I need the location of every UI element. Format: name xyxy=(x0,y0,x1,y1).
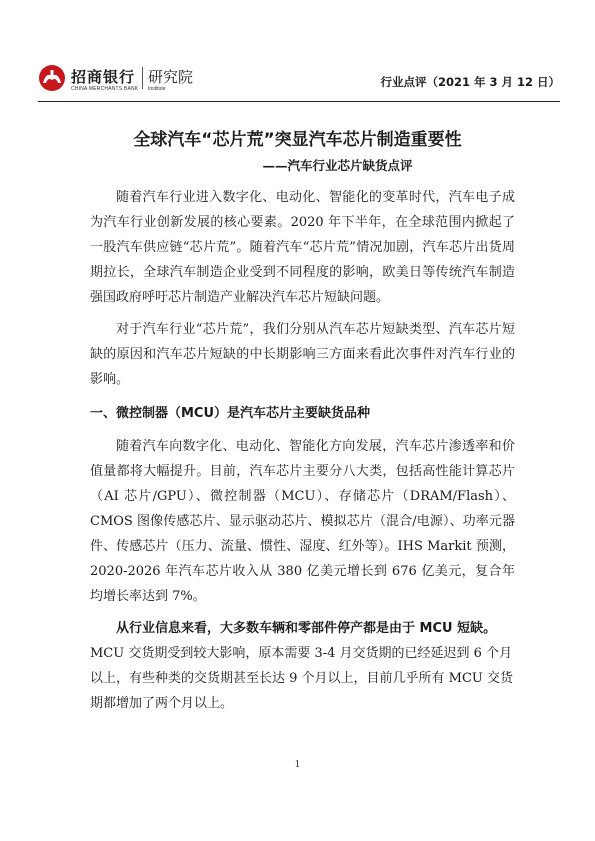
paragraph-overview: 对于汽车行业“芯片荒”，我们分别从汽车芯片短缺类型、汽车芯片短缺的原因和汽车芯片短缺的中长期影响三方面来看此次事件对汽车行业的影响。 xyxy=(90,322,515,387)
paragraph-intro: 随着汽车行业进入数字化、电动化、智能化的变革时代，汽车电子成为汽车行业创新发展的核心要素。2020 年下半年，在全球范围内掀起了一股汽车供应链“芯片荒”。随着汽车“芯片荒”情况加剧，汽车芯片出货周期拉长，全球汽车制造企业受到不同程度的影响，欧美日等传统汽车制造强国政府呼吁芯片制造产业解决汽车芯片短缺问题。 xyxy=(90,190,515,305)
brand-name-en: CHINA MERCHANTS BANK xyxy=(71,86,139,92)
section-heading-1: 一、微控制器（MCU）是汽车芯片主要缺货品种 xyxy=(90,406,371,421)
subtitle-text: ——汽车行业芯片缺货点评 xyxy=(262,158,413,173)
cmb-logo-icon xyxy=(38,64,66,92)
brand-name: 招商银行 xyxy=(71,68,136,86)
header-rule xyxy=(38,101,560,102)
page-number: 1 xyxy=(294,760,301,770)
report-type-date: 行业点评（2021 年 3 月 12 日） xyxy=(380,75,560,89)
header-divider xyxy=(142,67,143,89)
page-header xyxy=(38,58,560,98)
paragraph-mcu-lead-time: MCU 交货期受到较大影响，原本需要 3-4 月交货期的已经延迟到 6 个月以上，有些种类的交货期甚至长达 9 个月以上，目前几乎所有 MCU 交货期都增加了两个月以上。 xyxy=(90,646,514,711)
paragraph-mcu-shortage-lead: 从行业信息来看，大多数车辆和零部件停产都是由于 MCU 短缺。 xyxy=(116,621,497,636)
document-title: 全球汽车“芯片荒”突显汽车芯片制造重要性 xyxy=(133,130,462,150)
paragraph-chip-categories: 随着汽车向数字化、电动化、智能化方向发展，汽车芯片渗透率和价值量都将大幅提升。目前，汽车芯片主要分八大类，包括高性能计算芯片（AI 芯片/GPU）、微控制器（MCU）、存储芯片（DRAM/Flash）、CMOS 图像传感芯片、显示驱动芯片、模拟芯片（混合/电源）、功率元器件、传感芯片（压力、流量、惯性、湿度、红外等）。IHS Markit 预测，2020-2026 年汽车芯片收入从 380 亿美元增长到 676 亿美元，复合年均增长率达到 7%。 xyxy=(90,439,515,604)
document-subtitle xyxy=(0,156,595,174)
institute-name-en: Institute xyxy=(148,86,166,92)
institute-name: 研究院 xyxy=(148,68,194,86)
